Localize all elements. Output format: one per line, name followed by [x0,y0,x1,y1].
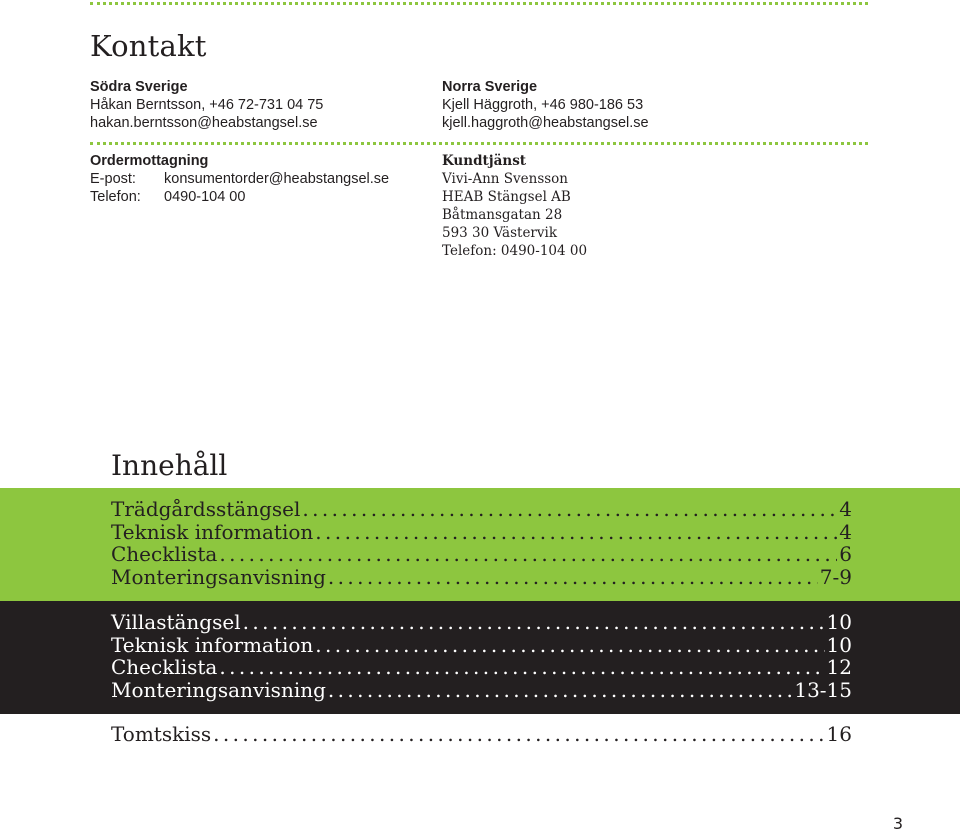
support-heading: Kundtjänst [442,153,527,169]
toc-section-2 [111,610,852,700]
support-line: Båtmansgatan 28 [442,207,563,223]
support-line: Vivi-Ann Svensson [442,171,569,187]
toc-entry-page: 13-15 [794,677,852,702]
toc-entry-page: 16 [826,722,852,746]
toc-dot-leader [302,497,837,521]
toc-entry-label: Teknisk information [111,632,314,657]
contact-north [442,78,649,132]
toc-entry-label: Trädgårdsstängsel [111,497,301,521]
contact-support [442,152,587,260]
orders-email-row [90,170,389,188]
support-line: Telefon: 0490-104 00 [442,243,588,259]
toc-dot-leader [219,542,837,566]
toc-entry-label: Tomtskiss [111,722,212,746]
page-number: 3 [892,814,903,833]
north-heading: Norra Sverige [442,79,538,95]
toc-entry-label: Checklista [111,655,218,680]
toc-entry[interactable] [111,722,852,745]
toc-dot-leader [315,633,824,657]
toc-entry-label: Villastängsel [111,610,241,634]
orders-phone-row [90,188,389,206]
toc-entry[interactable] [111,678,852,701]
orders-heading: Ordermottagning [90,153,209,169]
toc-entry-page: 4 [839,497,852,521]
toc-entry[interactable] [111,565,852,588]
orders-email-value: konsumentorder@heabstangsel.se [164,171,390,187]
orders-phone-value: 0490-104 00 [164,189,246,205]
support-line: 593 30 Västervik [442,225,558,241]
north-name-phone: Kjell Häggroth, +46 980-186 53 [442,97,644,113]
toc-entry-label: Teknisk information [111,519,314,544]
toc-entry[interactable] [111,497,852,520]
toc-entry[interactable] [111,520,852,543]
toc-dot-leader [315,520,837,544]
toc-entry[interactable] [111,542,852,565]
toc-dot-leader [219,655,824,679]
toc-entry-label: Monteringsanvisning [111,564,326,589]
toc-section-3 [111,722,852,745]
contact-south [90,78,323,132]
toc-entry[interactable] [111,633,852,656]
toc-dot-leader [328,565,818,589]
south-email: hakan.berntsson@heabstangsel.se [90,115,318,131]
toc-entry[interactable] [111,655,852,678]
south-heading: Södra Sverige [90,79,188,95]
toc-entry-page: 10 [826,610,852,634]
toc-dot-leader [243,610,825,634]
toc-entry-label: Monteringsanvisning [111,677,326,702]
contact-title: Kontakt [90,29,207,63]
toc-section-1 [111,497,852,587]
toc-entry[interactable] [111,610,852,633]
toc-entry-page: 6 [839,542,852,567]
toc-title: Innehåll [111,449,228,482]
toc-entry-page: 12 [826,655,852,680]
orders-phone-label: Telefon: [90,189,141,205]
toc-dot-leader [328,678,792,702]
toc-entry-page: 4 [839,519,852,544]
contact-orders [90,152,389,206]
toc-entry-page: 7-9 [819,564,852,589]
north-email: kjell.haggroth@heabstangsel.se [442,115,649,131]
orders-email-label: E-post: [90,171,136,187]
toc-entry-page: 10 [826,632,852,657]
support-line: HEAB Stängsel AB [442,189,571,205]
contact-divider [90,142,868,145]
toc-dot-leader [213,722,824,746]
south-name-phone: Håkan Berntsson, +46 72-731 04 75 [90,97,324,113]
toc-entry-label: Checklista [111,542,218,567]
top-divider [90,2,868,5]
